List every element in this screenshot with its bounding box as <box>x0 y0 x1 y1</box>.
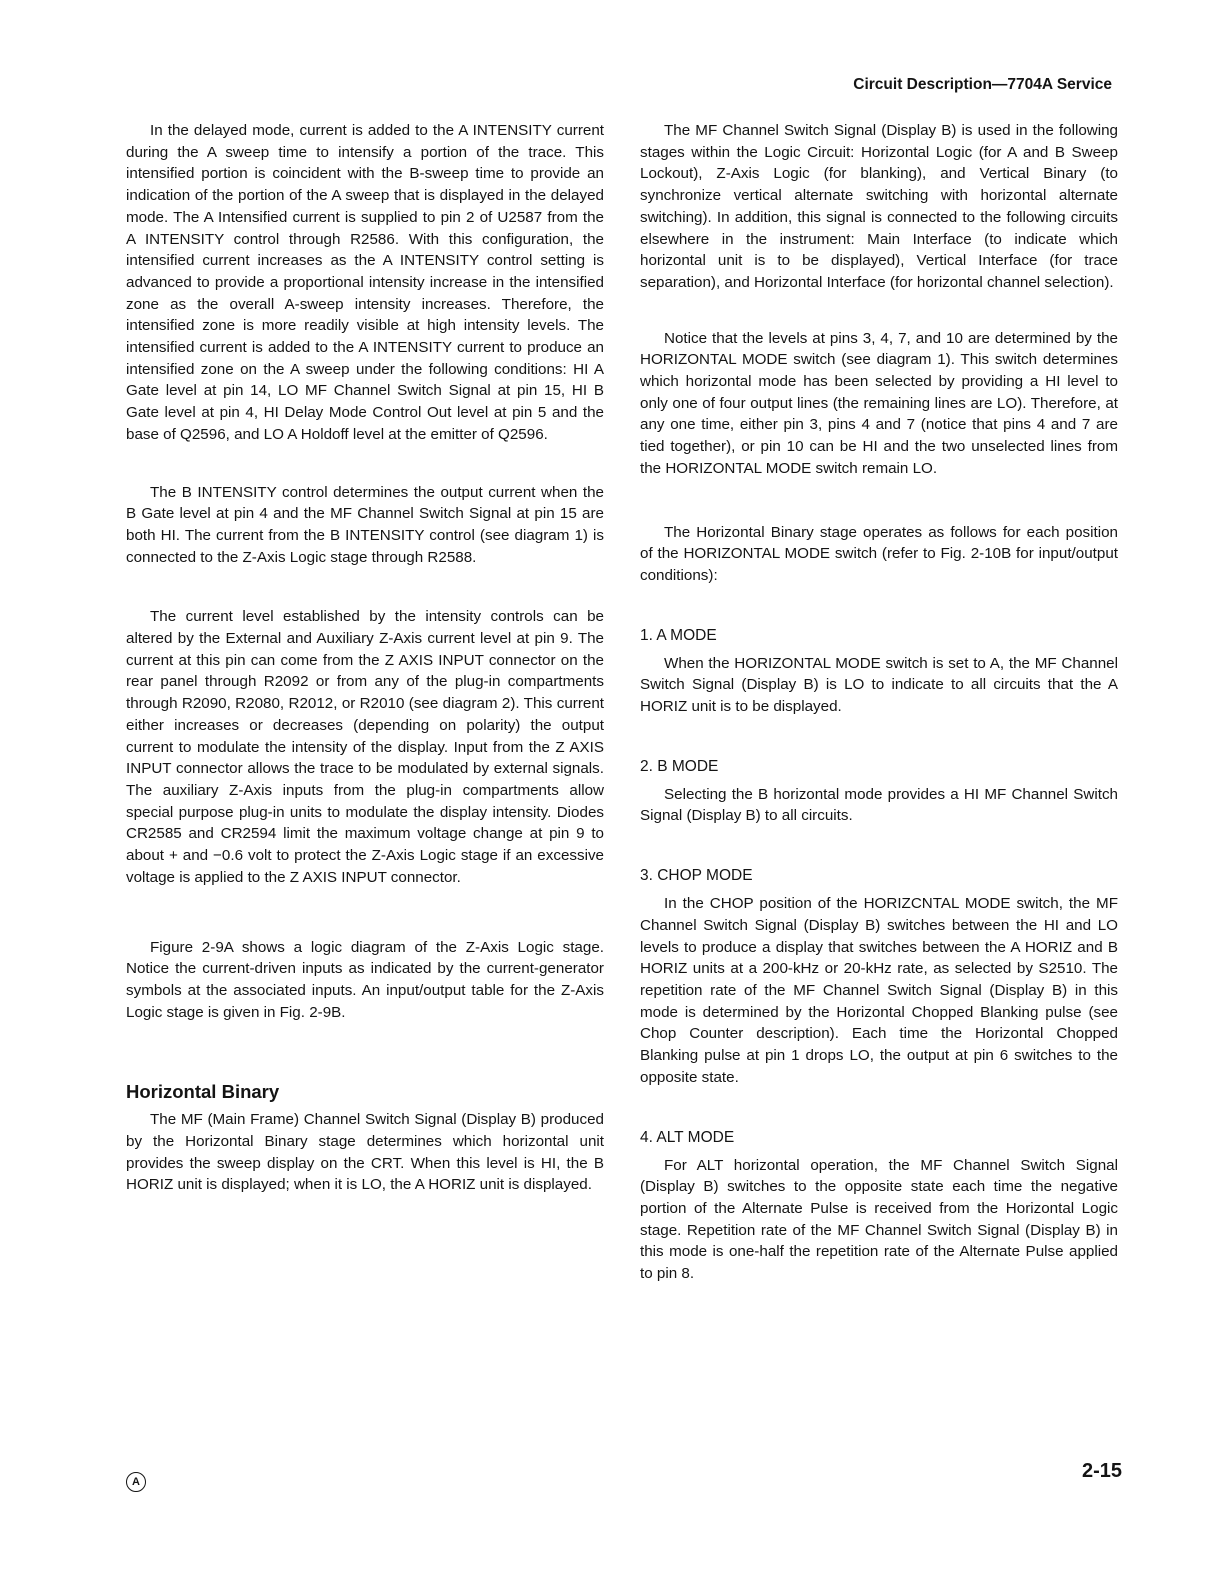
paragraph-delayed-mode: In the delayed mode, current is added to the A INTENSITY current during the A sweep time to intensify a portion of the trace. This intensified portion is coincident with the B-sweep time to provide an indication of the portion of the A sweep that is displayed in the delayed mode. The A Intensified current is supplied to pin 2 of U2587 from the A INTENSITY control through R2586. With this configuration, the intensified current increases as the A INTENSITY control setting is advanced to provide a proportional intensity increase in the intensified zone as the overall A-sweep intensity increases. Therefore, the intensified zone is more readily visible at high intensity levels. The intensified current is added to the A INTENSITY current to produce an intensified zone on the A sweep under the following conditions: HI A Gate level at pin 14, LO MF Channel Switch Signal at pin 15, HI B Gate level at pin 4, HI Delay Mode Control Out level at pin 5 and the base of Q2596, and LO A Holdoff level at the emitter of Q2596. <box>126 122 604 443</box>
mode-title-a: 1. A MODE <box>640 626 717 644</box>
mode-text-a: When the HORIZONTAL MODE switch is set to A, the MF Channel Switch Signal (Display B) is LO to indicate to all circuits that the A HORIZ unit is to be displayed. <box>640 654 1118 716</box>
paragraph-b-intensity: The B INTENSITY control determines the output current when the B Gate level at pin 4 and the MF Channel Switch Signal at pin 15 are both HI. The current from the B INTENSITY control (see diagram 1) is connected to the Z-Axis Logic stage through R2588. <box>126 483 604 566</box>
mode-text-b: Selecting the B horizontal mode provides a HI MF Channel Switch Signal (Display B) to all circuits. <box>640 785 1118 825</box>
section-heading: Horizontal Binary <box>126 1081 280 1103</box>
left-column <box>126 120 604 1196</box>
paragraph-mf-channel-switch: The MF Channel Switch Signal (Display B) is used in the following stages within the Logic Circuit: Horizontal Logic (for A and B Sweep Lockout), Z-Axis Logic (for blanking), and Vertical Binary (to synchronize vertical alternate switching with horizontal alternate switching). In addition, this signal is connected to the following circuits elsewhere in the instrument: Main Interface (to indicate which horizontal unit is to be displayed), Vertical Interface (for trace separation), and Horizontal Interface (for horizontal channel selection). <box>640 122 1118 291</box>
mode-text-alt: For ALT horizontal operation, the MF Channel Switch Signal (Display B) switches to the opposite state each time the negative portion of the Alternate Pulse is received from the Horizontal Logic stage. Repetition rate of the MF Channel Switch Signal (Display B) in this mode is one-half the repetition rate of the Alternate Pulse applied to pin 8. <box>640 1156 1118 1283</box>
paragraph-levels-at-pins: Notice that the levels at pins 3, 4, 7, and 10 are determined by the HORIZONTAL MODE switch (see diagram 1). This switch determines which horizontal mode has been selected by providing a HI level to only one of four output lines (the remaining lines are LO). Therefore, at any one time, either pin 3, pins 4 and 7 (notice that pins 4 and 7 are tied together), or pin 10 can be HI and the two unselected lines from the HORIZONTAL MODE switch remain LO. <box>640 329 1118 477</box>
mode-title-alt: 4. ALT MODE <box>640 1128 735 1146</box>
running-header: Circuit Description—7704A Service <box>853 76 1112 93</box>
paragraph-figure-reference: Figure 2-9A shows a logic diagram of the Z-Axis Logic stage. Notice the current-driven inputs as indicated by the current-generator symbols at the associated inputs. An input/output table for the Z-Axis Logic stage is given in Fig. 2-9B. <box>126 938 604 1021</box>
mode-text-chop: In the CHOP position of the HORIZCNTAL MODE switch, the MF Channel Switch Signal (Display B) switches between the HI and LO levels to produce a display that switches between the A HORIZ and B HORIZ units at a 200-kHz or 20-kHz rate, as selected by S2510. The repetition rate of the MF Channel Switch Signal (Display B) in this mode is determined by the Horizontal Chopped Blanking pulse (see Chop Counter description). Each time the Horizontal Chopped Blanking pulse at pin 1 drops LO, the output at pin 6 switches to the opposite state. <box>640 895 1118 1086</box>
mode-title-b: 2. B MODE <box>640 757 719 775</box>
right-column <box>640 120 1118 1285</box>
revision-mark-icon: A <box>126 1472 146 1492</box>
paragraph-current-level: The current level established by the intensity controls can be altered by the External and Auxiliary Z-Axis current level at pin 9. The current at this pin can come from the Z AXIS INPUT connector on the rear panel through R2092 or from any of the plug-in compartments through R2090, R2080, R2012, or R2010 (see diagram 2). This current either increases or decreases (depending on polarity) the output current to modulate the intensity of the display. Input from the Z AXIS INPUT connector allows the trace to be modulated by external signals. The auxiliary Z-Axis inputs from the plug-in compartments allow special purpose plug-in units to modulate the display intensity. Diodes CR2585 and CR2594 limit the maximum voltage change at pin 9 to about + and −0.6 volt to protect the Z-Axis Logic stage if an excessive voltage is applied to the Z AXIS INPUT connector. <box>126 608 604 886</box>
paragraph-horizontal-binary: The MF (Main Frame) Channel Switch Signal (Display B) produced by the Horizontal Binary stage determines which horizontal unit provides the sweep display on the CRT. When this level is HI, the B HORIZ unit is displayed; when it is LO, the A HORIZ unit is displayed. <box>126 1111 604 1194</box>
page-number: 2-15 <box>1081 1460 1122 1482</box>
mode-title-chop: 3. CHOP MODE <box>640 867 753 885</box>
paragraph-binary-operation: The Horizontal Binary stage operates as follows for each position of the HORIZONTAL MODE switch (refer to Fig. 2-10B for input/output conditions): <box>640 523 1118 584</box>
